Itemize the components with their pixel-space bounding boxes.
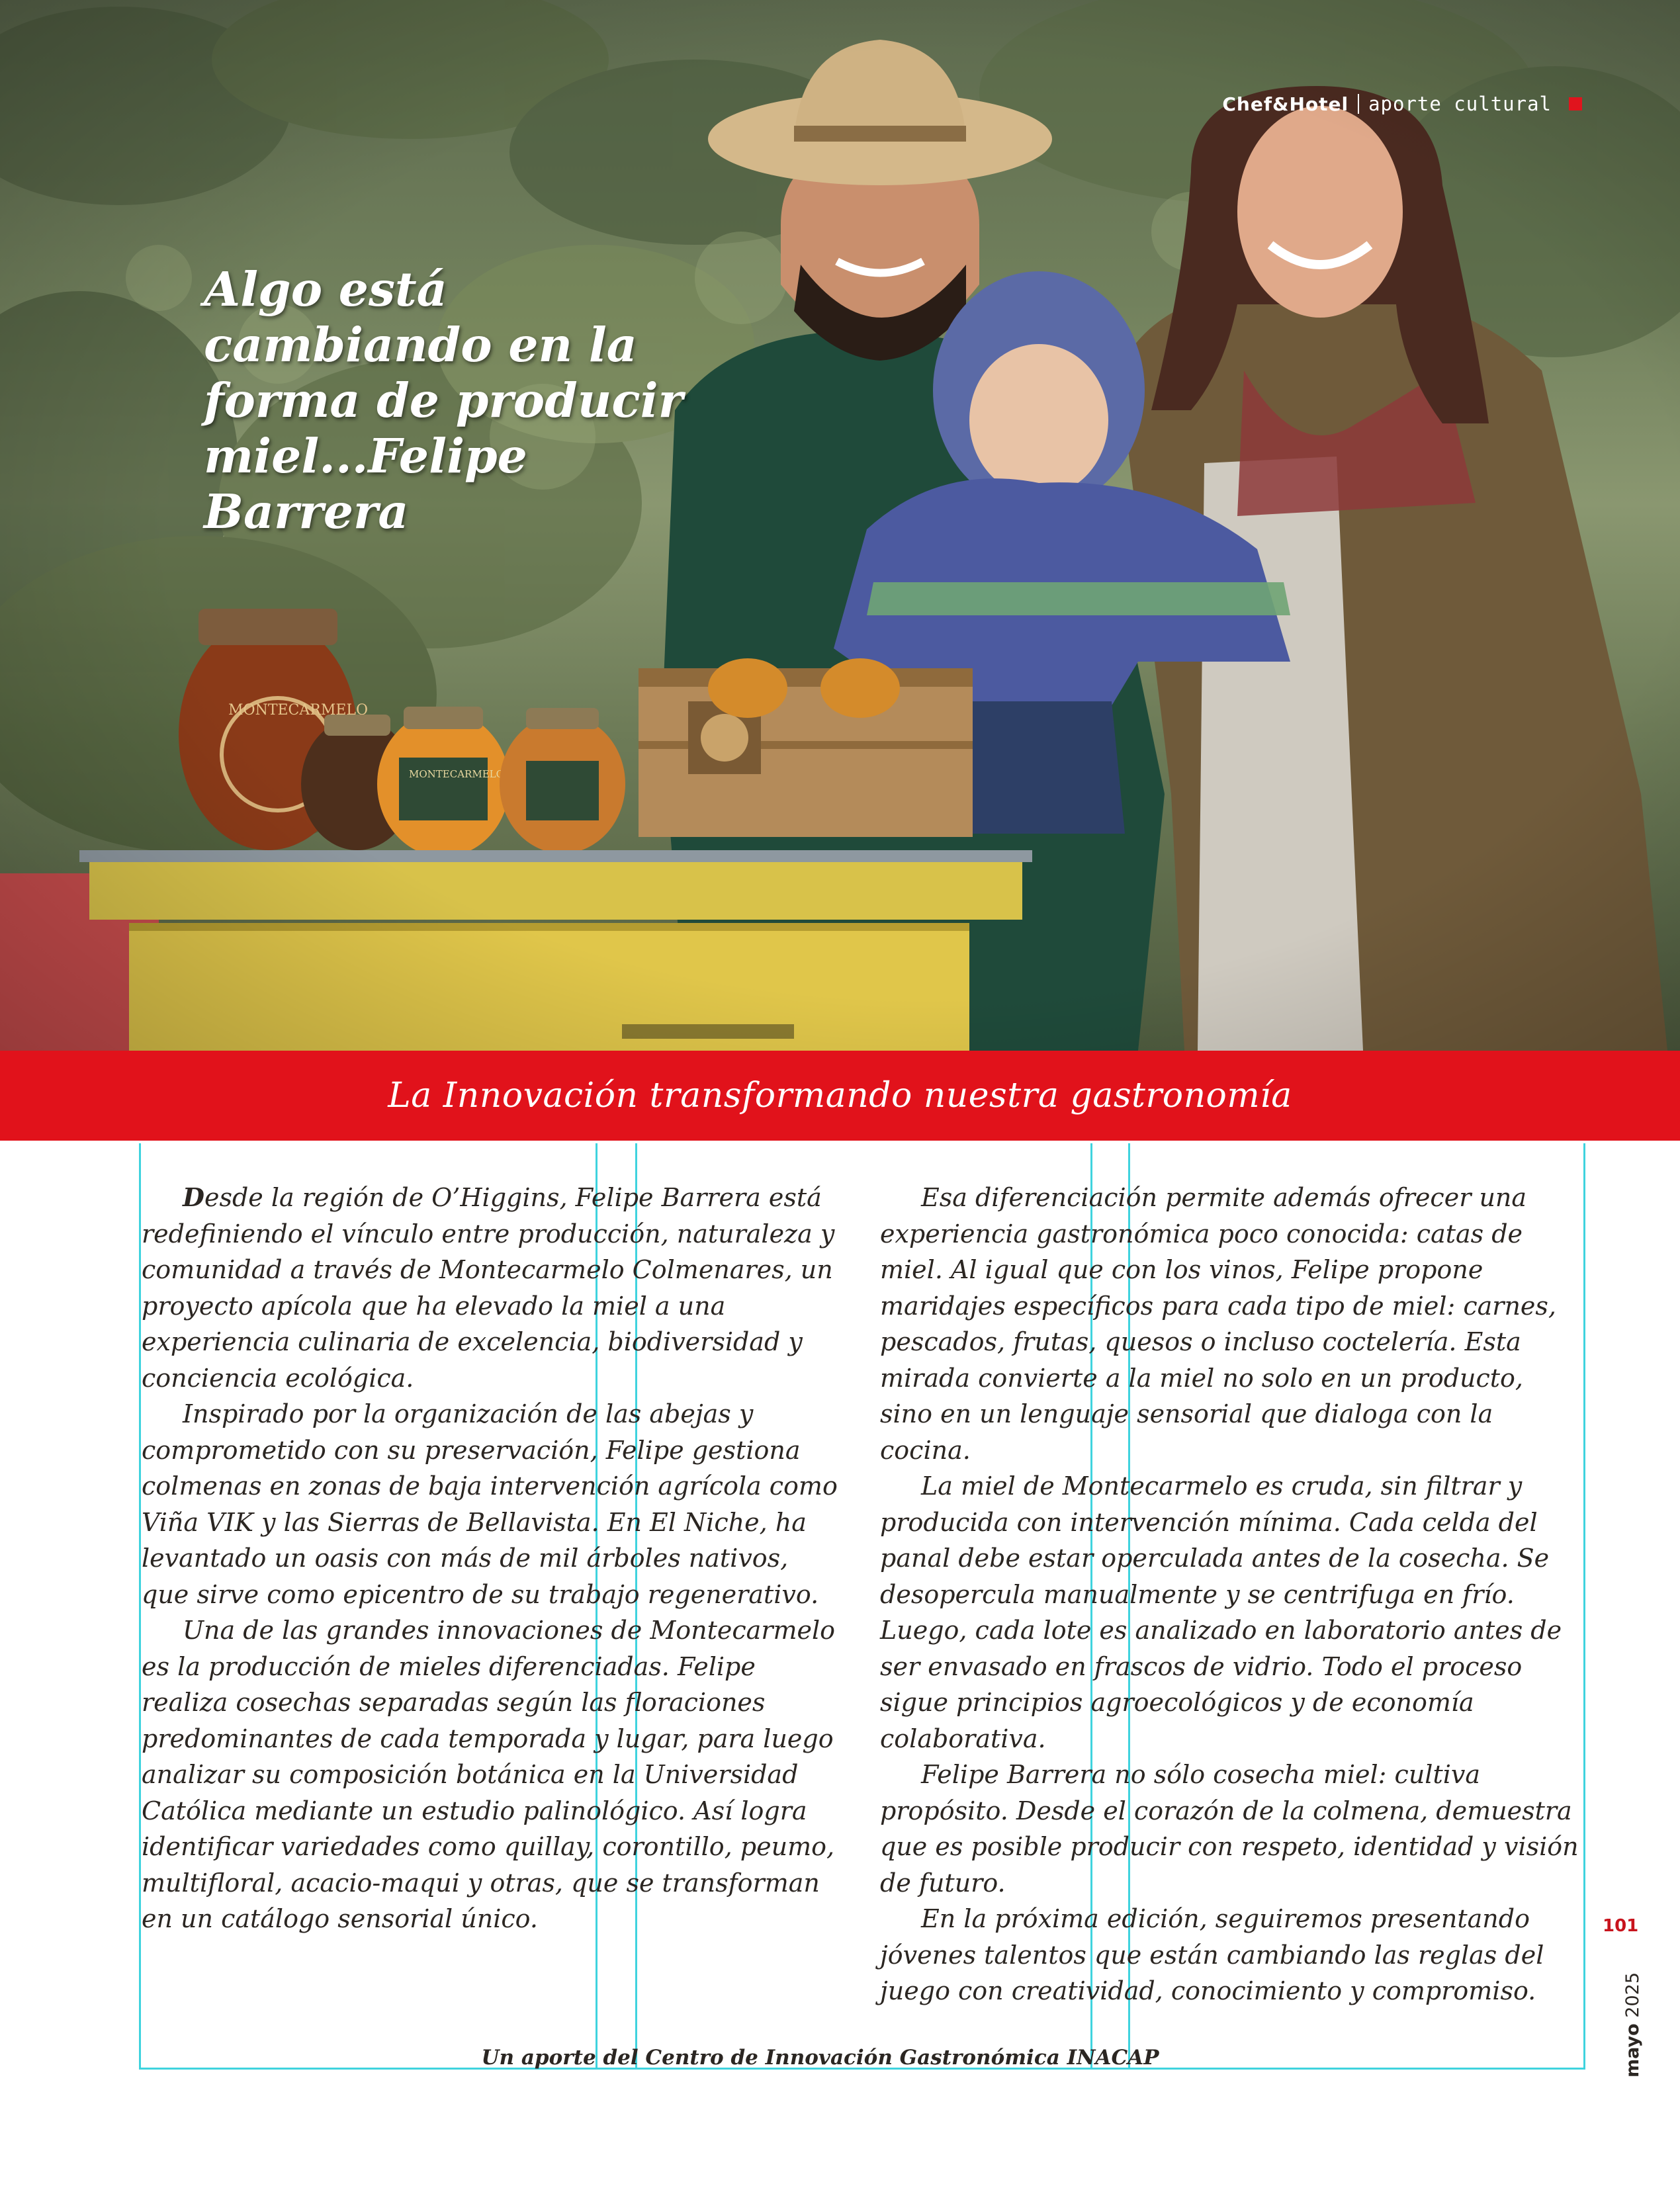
header-divider (1358, 94, 1359, 114)
red-banner (0, 1051, 1680, 1141)
hero-photo (0, 0, 1680, 1051)
paragraph: Inspirado por la organización de las abejas y comprometido con su preservación, Felipe gestiona colmenas en zonas de baja intervención agrícola como Viña VIK y las Sierras de Bellavista. En El Niche, ha levantado un oasis con más de mil árboles nativos, que sirve como epicentro de su trabajo regenerativo. (142, 1399, 838, 1609)
drop-cap: D (183, 1182, 204, 1212)
paragraph: Una de las grandes innovaciones de Montecarmelo es la producción de mieles diferenciadas. Felipe realiza cosechas separadas según las floraciones predominantes de cada temporada y lugar, para luego analizar su composición botánica en la Universidad Católica mediante un estudio palinológico. Así logra identificar variedades como quillay, corontillo, peumo, multifloral, acacio-maqui y otras, que se transforman en un catálogo sensorial único. (142, 1616, 836, 1933)
paragraph: Esa diferenciación permite además ofrecer una experiencia gastronómica poco conocida: catas de miel. Al igual que con los vinos, Felipe propone maridajes específicos para cada tipo de miel: carnes, pescados, frutas, quesos o incluso coctelería. Esta mirada convierte a la miel no solo en un producto, sino en un lenguaje sensorial que dialoga con la cocina. (880, 1183, 1556, 1465)
paragraph: En la próxima edición, seguiremos presentando jóvenes talentos que están cambiando las reglas del juego con creatividad, conocimiento y compromiso. (880, 1904, 1544, 2005)
article-column-right (880, 1180, 1581, 2009)
paragraph: Desde la región de O’Higgins, Felipe Barrera está redefiniendo el vínculo entre producción, naturaleza y comunidad a través de Montecarmelo Colmenares, un proyecto apícola que ha elevado la miel a una experiencia culinaria de excelencia, biodiversidad y conciencia ecológica. (142, 1182, 835, 1393)
guide-line (139, 1143, 141, 2070)
red-square-marker (1569, 97, 1582, 110)
issue-month: mayo (1622, 2023, 1643, 2078)
issue-year: 2025 (1622, 1972, 1643, 2018)
banner-title: La Innovación transformando nuestra gastronomía (388, 1076, 1292, 1116)
credit-text: Un aporte del Centro de Innovación Gastronómica INACAP (481, 2046, 1159, 2070)
issue-date (1622, 1972, 1643, 2078)
guide-line (1583, 1143, 1585, 2070)
section-header (1222, 93, 1582, 115)
section-name: aporte cultural (1368, 93, 1552, 115)
article-column-left (142, 1180, 843, 1937)
paragraph: La miel de Montecarmelo es cruda, sin filtrar y producida con intervención mínima. Cada celda del panal debe estar operculada antes de la cosecha. Se desopercula manualmente y se centrifuga en frío. Luego, cada lote es analizado en laboratorio antes de ser envasado en frascos de vidrio. Todo el proceso sigue principios agroecológicos y de economía colaborativa. (880, 1471, 1562, 1753)
page-number: 101 (1603, 1916, 1639, 1936)
paragraph: Felipe Barrera no sólo cosecha miel: cultiva propósito. Desde el corazón de la colmena, demuestra que es posible producir con respeto, identidad y visión de futuro. (880, 1760, 1579, 1898)
magazine-brand: Chef&Hotel (1222, 93, 1349, 115)
article-credit (0, 2046, 1680, 2070)
article-headline: Algo está cambiando en la forma de producir miel...Felipe Barrera (204, 261, 683, 539)
